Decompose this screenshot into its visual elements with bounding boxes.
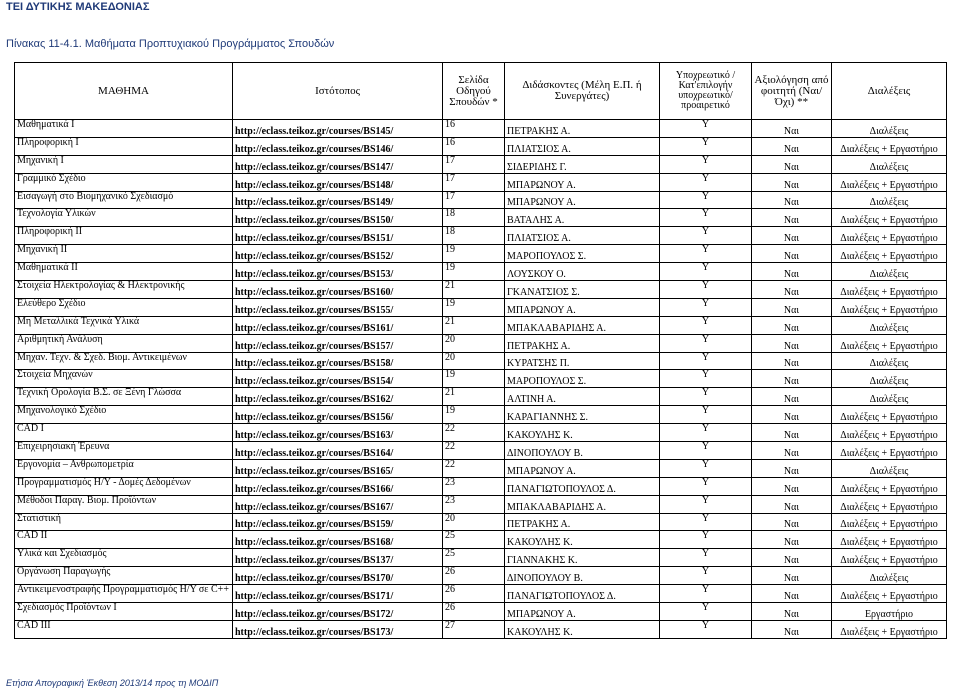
guide-page-number: 23 (443, 477, 505, 495)
evaluation-status: Ναι (752, 191, 832, 209)
guide-page-number: 17 (443, 191, 505, 209)
course-website: http://eclass.teikoz.gr/courses/BS164/ (233, 442, 443, 460)
course-name: Επιχειρησιακή Έρευνα (15, 442, 233, 460)
guide-page-number: 18 (443, 209, 505, 227)
guide-page-number: 21 (443, 388, 505, 406)
evaluation-status: Ναι (752, 120, 832, 138)
header-teachers: Διδάσκοντες (Μέλη Ε.Π. ή Συνεργάτες) (505, 63, 660, 120)
required-status: Υ (660, 477, 752, 495)
course-website: http://eclass.teikoz.gr/courses/BS170/ (233, 567, 443, 585)
course-website: http://eclass.teikoz.gr/courses/BS165/ (233, 459, 443, 477)
evaluation-status: Ναι (752, 477, 832, 495)
evaluation-status: Ναι (752, 620, 832, 638)
course-name: Στατιστική (15, 513, 233, 531)
evaluation-status: Ναι (752, 173, 832, 191)
table-header-row (15, 63, 947, 120)
table-row (15, 513, 947, 531)
evaluation-status: Ναι (752, 531, 832, 549)
table-row (15, 477, 947, 495)
required-status: Υ (660, 531, 752, 549)
course-website: http://eclass.teikoz.gr/courses/BS150/ (233, 209, 443, 227)
table-row (15, 549, 947, 567)
teacher-name: ΔΙΝΟΠΟΥΛΟΥ Β. (505, 442, 660, 460)
course-name: Αντικειμενοστραφής Προγραμματισμός Η/Υ σε C++ (15, 585, 233, 603)
course-name: Εργονομία – Ανθρωπομετρία (15, 459, 233, 477)
evaluation-status: Ναι (752, 298, 832, 316)
table-row (15, 191, 947, 209)
course-name: Πληροφορική Ι (15, 137, 233, 155)
table-row (15, 603, 947, 621)
teacher-name: ΜΑΡΟΠΟΥΛΟΣ Σ. (505, 370, 660, 388)
table-row (15, 406, 947, 424)
table-row (15, 245, 947, 263)
table-caption: Πίνακας 11-4.1. Μαθήματα Προπτυχιακού Προγράμματος Σπουδών (6, 38, 335, 50)
guide-page-number: 22 (443, 459, 505, 477)
evaluation-status: Ναι (752, 227, 832, 245)
course-name: Μαθηματικά Ι (15, 120, 233, 138)
course-name: CAD III (15, 620, 233, 638)
course-website: http://eclass.teikoz.gr/courses/BS137/ (233, 549, 443, 567)
table-row (15, 531, 947, 549)
course-name: Υλικά και Σχεδιασμός (15, 549, 233, 567)
guide-page-number: 17 (443, 173, 505, 191)
table-row (15, 227, 947, 245)
guide-page-number: 27 (443, 620, 505, 638)
table-row (15, 459, 947, 477)
lecture-type: Διαλέξεις (832, 120, 947, 138)
header-lectures: Διαλέξεις (832, 63, 947, 120)
page-footer: Ετήσια Απογραφική Έκθεση 2013/14 προς τη ΜΟΔΙΠ (6, 678, 219, 688)
course-website: http://eclass.teikoz.gr/courses/BS173/ (233, 620, 443, 638)
evaluation-status: Ναι (752, 370, 832, 388)
evaluation-status: Ναι (752, 424, 832, 442)
course-website: http://eclass.teikoz.gr/courses/BS151/ (233, 227, 443, 245)
course-name: Μη Μεταλλικά Τεχνικά Υλικά (15, 316, 233, 334)
table-row (15, 370, 947, 388)
lecture-type: Διαλέξεις + Εργαστήριο (832, 620, 947, 638)
lecture-type: Διαλέξεις + Εργαστήριο (832, 495, 947, 513)
teacher-name: ΛΟΥΣΚΟΥ Ο. (505, 263, 660, 281)
course-name: Μηχανική Ι (15, 155, 233, 173)
teacher-name: ΠΕΤΡΑΚΗΣ Α. (505, 513, 660, 531)
table-row (15, 495, 947, 513)
course-name: Προγραμματισμός Η/Υ - Δομές Δεδομένων (15, 477, 233, 495)
table-row (15, 263, 947, 281)
lecture-type: Διαλέξεις + Εργαστήριο (832, 334, 947, 352)
required-status: Υ (660, 209, 752, 227)
guide-page-number: 19 (443, 370, 505, 388)
guide-page-number: 21 (443, 281, 505, 299)
course-website: http://eclass.teikoz.gr/courses/BS172/ (233, 603, 443, 621)
course-name: Μαθηματικά ΙΙ (15, 263, 233, 281)
required-status: Υ (660, 549, 752, 567)
evaluation-status: Ναι (752, 459, 832, 477)
course-name: Σχεδιασμός Προϊόντων Ι (15, 603, 233, 621)
evaluation-status: Ναι (752, 352, 832, 370)
table-row (15, 620, 947, 638)
required-status: Υ (660, 281, 752, 299)
guide-page-number: 20 (443, 334, 505, 352)
course-name: Ελεύθερο Σχέδιο (15, 298, 233, 316)
guide-page-number: 26 (443, 603, 505, 621)
table-row (15, 173, 947, 191)
guide-page-number: 26 (443, 567, 505, 585)
guide-page-number: 21 (443, 316, 505, 334)
required-status: Υ (660, 137, 752, 155)
teacher-name: ΜΠΑΚΛΑΒΑΡΙΔΗΣ Α. (505, 316, 660, 334)
required-status: Υ (660, 370, 752, 388)
guide-page-number: 16 (443, 137, 505, 155)
evaluation-status: Ναι (752, 442, 832, 460)
course-name: Μηχανολογικό Σχέδιο (15, 406, 233, 424)
required-status: Υ (660, 459, 752, 477)
course-website: http://eclass.teikoz.gr/courses/BS148/ (233, 173, 443, 191)
teacher-name: ΠΕΤΡΑΚΗΣ Α. (505, 334, 660, 352)
lecture-type: Διαλέξεις (832, 567, 947, 585)
evaluation-status: Ναι (752, 209, 832, 227)
evaluation-status: Ναι (752, 513, 832, 531)
evaluation-status: Ναι (752, 316, 832, 334)
guide-page-number: 20 (443, 352, 505, 370)
required-status: Υ (660, 263, 752, 281)
teacher-name: ΜΠΑΡΩΝΟΥ Α. (505, 459, 660, 477)
teacher-name: ΚΑΚΟΥΛΗΣ Κ. (505, 620, 660, 638)
lecture-type: Διαλέξεις + Εργαστήριο (832, 406, 947, 424)
guide-page-number: 25 (443, 531, 505, 549)
course-name: Τεχνολογία Υλικών (15, 209, 233, 227)
guide-page-number: 26 (443, 585, 505, 603)
required-status: Υ (660, 513, 752, 531)
table-row (15, 155, 947, 173)
required-status: Υ (660, 352, 752, 370)
course-website: http://eclass.teikoz.gr/courses/BS154/ (233, 370, 443, 388)
course-website: http://eclass.teikoz.gr/courses/BS167/ (233, 495, 443, 513)
evaluation-status: Ναι (752, 567, 832, 585)
course-website: http://eclass.teikoz.gr/courses/BS152/ (233, 245, 443, 263)
institution-title: ΤΕΙ ΔΥΤΙΚΗΣ ΜΑΚΕΔΟΝΙΑΣ (6, 1, 150, 13)
lecture-type: Διαλέξεις + Εργαστήριο (832, 298, 947, 316)
required-status: Υ (660, 298, 752, 316)
lecture-type: Διαλέξεις (832, 370, 947, 388)
lecture-type: Διαλέξεις (832, 316, 947, 334)
course-website: http://eclass.teikoz.gr/courses/BS160/ (233, 281, 443, 299)
table-row (15, 388, 947, 406)
course-website: http://eclass.teikoz.gr/courses/BS159/ (233, 513, 443, 531)
lecture-type: Διαλέξεις + Εργαστήριο (832, 477, 947, 495)
guide-page-number: 19 (443, 245, 505, 263)
course-website: http://eclass.teikoz.gr/courses/BS171/ (233, 585, 443, 603)
required-status: Υ (660, 173, 752, 191)
teacher-name: ΓΙΑΝΝΑΚΗΣ Κ. (505, 549, 660, 567)
required-status: Υ (660, 495, 752, 513)
required-status: Υ (660, 585, 752, 603)
lecture-type: Διαλέξεις + Εργαστήριο (832, 513, 947, 531)
course-name: Γραμμικό Σχέδιο (15, 173, 233, 191)
lecture-type: Διαλέξεις (832, 459, 947, 477)
evaluation-status: Ναι (752, 137, 832, 155)
lecture-type: Διαλέξεις (832, 155, 947, 173)
course-name: Τεχνική Ορολογία Β.Σ. σε Ξένη Γλώσσα (15, 388, 233, 406)
guide-page-number: 19 (443, 263, 505, 281)
guide-page-number: 22 (443, 424, 505, 442)
teacher-name: ΔΙΝΟΠΟΥΛΟΥ Β. (505, 567, 660, 585)
teacher-name: ΠΛΙΑΤΣΙΟΣ Α. (505, 137, 660, 155)
lecture-type: Διαλέξεις + Εργαστήριο (832, 173, 947, 191)
required-status: Υ (660, 442, 752, 460)
course-website: http://eclass.teikoz.gr/courses/BS168/ (233, 531, 443, 549)
required-status: Υ (660, 406, 752, 424)
course-website: http://eclass.teikoz.gr/courses/BS162/ (233, 388, 443, 406)
course-website: http://eclass.teikoz.gr/courses/BS145/ (233, 120, 443, 138)
guide-page-number: 22 (443, 442, 505, 460)
required-status: Υ (660, 316, 752, 334)
lecture-type: Διαλέξεις (832, 352, 947, 370)
teacher-name: ΣΙΔΕΡΙΔΗΣ Γ. (505, 155, 660, 173)
teacher-name: ΜΠΑΡΩΝΟΥ Α. (505, 191, 660, 209)
required-status: Υ (660, 567, 752, 585)
evaluation-status: Ναι (752, 549, 832, 567)
table-row (15, 316, 947, 334)
header-course: ΜΑΘΗΜΑ (15, 63, 233, 120)
table-row (15, 352, 947, 370)
header-required: Υποχρεωτικό / Κατ'επιλογήν υποχρεωτικό/ προαιρετικό (660, 63, 752, 120)
table-row (15, 585, 947, 603)
course-name: Αριθμητική Ανάλυση (15, 334, 233, 352)
course-website: http://eclass.teikoz.gr/courses/BS153/ (233, 263, 443, 281)
lecture-type: Διαλέξεις + Εργαστήριο (832, 531, 947, 549)
lecture-type: Εργαστήριο (832, 603, 947, 621)
table-row (15, 209, 947, 227)
guide-page-number: 19 (443, 298, 505, 316)
course-name: Εισαγωγή στο Βιομηχανικό Σχεδιασμό (15, 191, 233, 209)
table-row (15, 281, 947, 299)
evaluation-status: Ναι (752, 585, 832, 603)
teacher-name: ΑΛΤΙΝΗ Α. (505, 388, 660, 406)
lecture-type: Διαλέξεις (832, 263, 947, 281)
course-name: Μηχαν. Τεχν. & Σχεδ. Βιομ. Αντικειμένων (15, 352, 233, 370)
lecture-type: Διαλέξεις (832, 191, 947, 209)
course-name: Στοιχεία Μηχανών (15, 370, 233, 388)
header-evaluation: Αξιολόγηση από φοιτητή (Ναι/Όχι) ** (752, 63, 832, 120)
course-website: http://eclass.teikoz.gr/courses/BS166/ (233, 477, 443, 495)
lecture-type: Διαλέξεις + Εργαστήριο (832, 585, 947, 603)
evaluation-status: Ναι (752, 281, 832, 299)
required-status: Υ (660, 334, 752, 352)
table-row (15, 120, 947, 138)
table-row (15, 567, 947, 585)
table-row (15, 137, 947, 155)
teacher-name: ΚΑΚΟΥΛΗΣ Κ. (505, 531, 660, 549)
teacher-name: ΚΑΚΟΥΛΗΣ Κ. (505, 424, 660, 442)
teacher-name: ΜΠΑΡΩΝΟΥ Α. (505, 298, 660, 316)
course-website: http://eclass.teikoz.gr/courses/BS149/ (233, 191, 443, 209)
course-website: http://eclass.teikoz.gr/courses/BS158/ (233, 352, 443, 370)
lecture-type: Διαλέξεις + Εργαστήριο (832, 245, 947, 263)
guide-page-number: 19 (443, 406, 505, 424)
guide-page-number: 16 (443, 120, 505, 138)
evaluation-status: Ναι (752, 495, 832, 513)
course-name: Στοιχεία Ηλεκτρολογίας & Ηλεκτρονικής (15, 281, 233, 299)
evaluation-status: Ναι (752, 155, 832, 173)
lecture-type: Διαλέξεις + Εργαστήριο (832, 209, 947, 227)
evaluation-status: Ναι (752, 603, 832, 621)
teacher-name: ΜΠΑΚΛΑΒΑΡΙΔΗΣ Α. (505, 495, 660, 513)
teacher-name: ΓΚΑΝΑΤΣΙΟΣ Σ. (505, 281, 660, 299)
required-status: Υ (660, 388, 752, 406)
guide-page-number: 25 (443, 549, 505, 567)
table-row (15, 442, 947, 460)
required-status: Υ (660, 227, 752, 245)
teacher-name: ΠΕΤΡΑΚΗΣ Α. (505, 120, 660, 138)
teacher-name: ΜΠΑΡΩΝΟΥ Α. (505, 173, 660, 191)
course-website: http://eclass.teikoz.gr/courses/BS147/ (233, 155, 443, 173)
table-row (15, 298, 947, 316)
required-status: Υ (660, 120, 752, 138)
required-status: Υ (660, 620, 752, 638)
header-website: Ιστότοπος (233, 63, 443, 120)
required-status: Υ (660, 603, 752, 621)
lecture-type: Διαλέξεις + Εργαστήριο (832, 549, 947, 567)
evaluation-status: Ναι (752, 263, 832, 281)
course-website: http://eclass.teikoz.gr/courses/BS161/ (233, 316, 443, 334)
teacher-name: ΠΑΝΑΓΙΩΤΟΠΟΥΛΟΣ Δ. (505, 477, 660, 495)
guide-page-number: 17 (443, 155, 505, 173)
required-status: Υ (660, 424, 752, 442)
guide-page-number: 18 (443, 227, 505, 245)
required-status: Υ (660, 245, 752, 263)
header-guide-page: Σελίδα Οδηγού Σπουδών * (443, 63, 505, 120)
lecture-type: Διαλέξεις + Εργαστήριο (832, 227, 947, 245)
teacher-name: ΒΑΤΑΛΗΣ Α. (505, 209, 660, 227)
teacher-name: ΜΑΡΟΠΟΥΛΟΣ Σ. (505, 245, 660, 263)
evaluation-status: Ναι (752, 388, 832, 406)
course-name: CAD I (15, 424, 233, 442)
course-website: http://eclass.teikoz.gr/courses/BS146/ (233, 137, 443, 155)
course-name: Πληροφορική ΙΙ (15, 227, 233, 245)
course-website: http://eclass.teikoz.gr/courses/BS157/ (233, 334, 443, 352)
lecture-type: Διαλέξεις (832, 388, 947, 406)
course-name: CAD II (15, 531, 233, 549)
course-website: http://eclass.teikoz.gr/courses/BS163/ (233, 424, 443, 442)
table-row (15, 424, 947, 442)
guide-page-number: 23 (443, 495, 505, 513)
teacher-name: ΠΛΙΑΤΣΙΟΣ Α. (505, 227, 660, 245)
teacher-name: ΜΠΑΡΩΝΟΥ Α. (505, 603, 660, 621)
required-status: Υ (660, 191, 752, 209)
course-name: Μέθοδοι Παραγ. Βιομ. Προϊόντων (15, 495, 233, 513)
teacher-name: ΚΥΡΑΤΣΗΣ Π. (505, 352, 660, 370)
table-body (15, 120, 947, 639)
evaluation-status: Ναι (752, 334, 832, 352)
lecture-type: Διαλέξεις + Εργαστήριο (832, 442, 947, 460)
course-name: Οργάνωση Παραγωγής (15, 567, 233, 585)
course-website: http://eclass.teikoz.gr/courses/BS155/ (233, 298, 443, 316)
course-name: Μηχανική ΙΙ (15, 245, 233, 263)
table-row (15, 334, 947, 352)
required-status: Υ (660, 155, 752, 173)
lecture-type: Διαλέξεις + Εργαστήριο (832, 137, 947, 155)
guide-page-number: 20 (443, 513, 505, 531)
course-website: http://eclass.teikoz.gr/courses/BS156/ (233, 406, 443, 424)
teacher-name: ΚΑΡΑΓΙΑΝΝΗΣ Σ. (505, 406, 660, 424)
courses-table (14, 62, 947, 639)
teacher-name: ΠΑΝΑΓΙΩΤΟΠΟΥΛΟΣ Δ. (505, 585, 660, 603)
evaluation-status: Ναι (752, 406, 832, 424)
lecture-type: Διαλέξεις + Εργαστήριο (832, 281, 947, 299)
evaluation-status: Ναι (752, 245, 832, 263)
lecture-type: Διαλέξεις + Εργαστήριο (832, 424, 947, 442)
